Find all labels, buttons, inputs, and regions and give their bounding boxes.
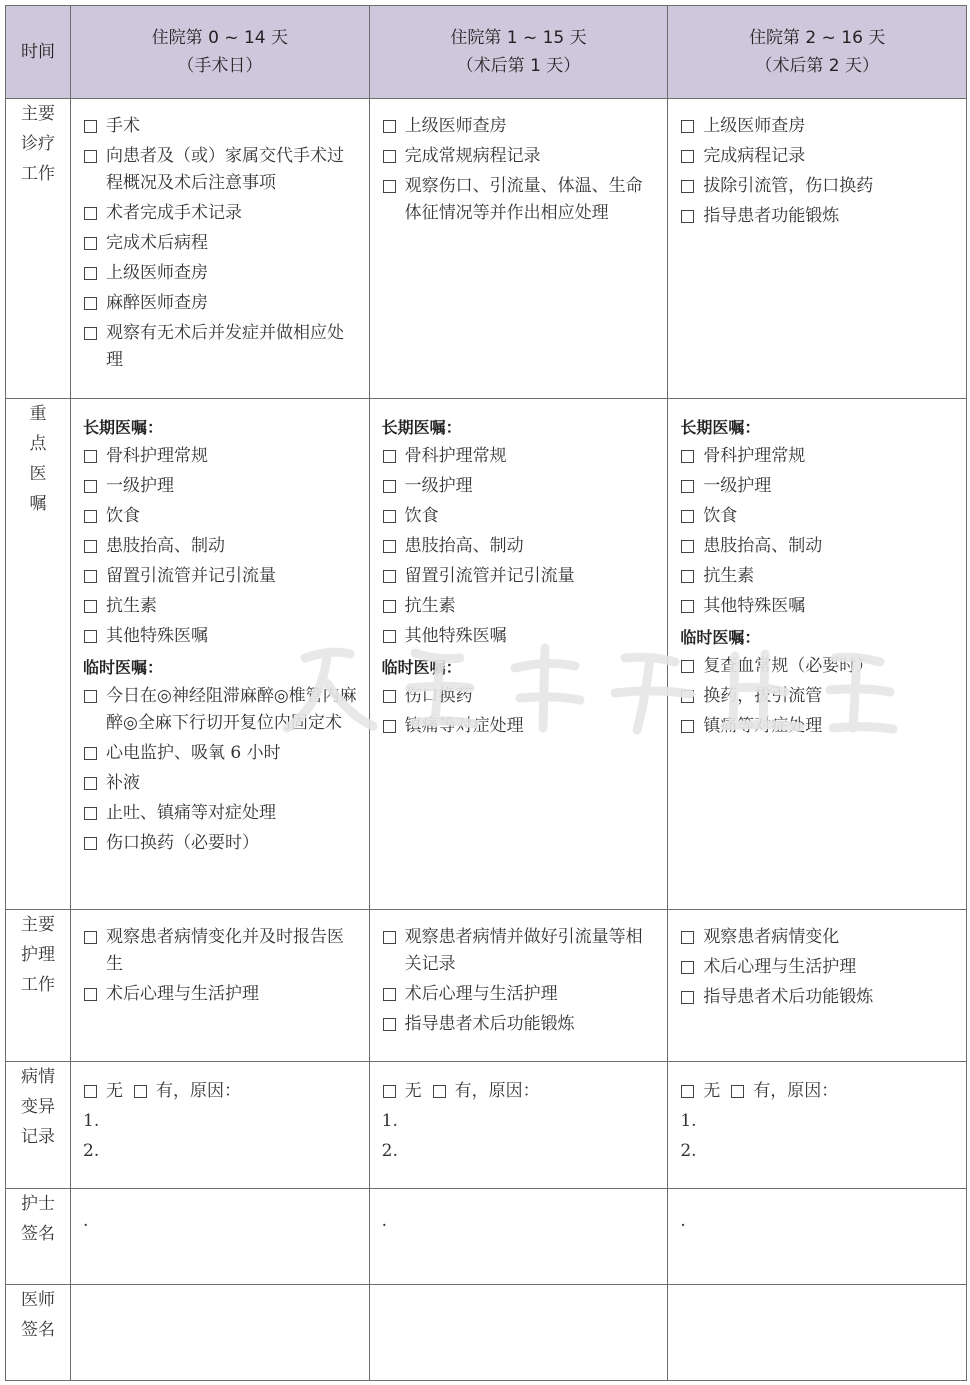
orders-row: [6, 399, 967, 910]
checkbox-icon: [681, 1085, 694, 1098]
checklist-item[interactable]: [83, 143, 357, 197]
checklist-item[interactable]: [83, 593, 357, 620]
checkbox-icon: [383, 600, 396, 613]
checkbox-icon: [681, 660, 694, 673]
checklist-item[interactable]: [83, 563, 357, 590]
checklist-item[interactable]: [680, 683, 954, 710]
checklist-item[interactable]: [382, 981, 656, 1008]
checkbox-icon: [681, 450, 694, 463]
variance-options: [83, 1076, 357, 1106]
checklist-item[interactable]: [83, 260, 357, 287]
checklist-item[interactable]: [680, 473, 954, 500]
day-header-1: [71, 6, 370, 99]
checkbox-icon: [681, 991, 694, 1004]
checklist-item-label: 拔除引流管，伤口换药: [703, 176, 874, 196]
checklist-item[interactable]: [83, 981, 357, 1008]
checkbox-icon: [681, 480, 694, 493]
day-header-1-note: （手术日）: [177, 56, 263, 76]
checkbox-icon: [681, 510, 694, 523]
checklist-item-label: 指导患者术后功能锻炼: [404, 1014, 575, 1034]
checklist-item[interactable]: [83, 443, 357, 470]
temporary-orders-heading: 临时医嘱：: [83, 658, 164, 677]
variance-none-checkbox[interactable]: 无: [83, 1076, 123, 1106]
clinical-pathway-table: [5, 5, 967, 1381]
checklist-item[interactable]: [382, 713, 656, 740]
doctor-sign-row: [6, 1285, 967, 1381]
orders-day-1: [71, 399, 370, 910]
day-header-1-range: 住院第 0 ~ 14 天: [151, 28, 288, 48]
checklist-item-label: 抗生素: [106, 596, 157, 616]
checklist-item-label: 留置引流管并记引流量: [404, 566, 575, 586]
checkbox-icon: [383, 180, 396, 193]
variance-has-checkbox[interactable]: 有，原因：: [730, 1076, 838, 1106]
checklist-item-label: 今日在◎神经阻滞麻醉◎椎管内麻醉◎全麻下行切开复位内固定术: [106, 686, 357, 733]
time-header: 时间: [6, 6, 71, 99]
checkbox-icon: [84, 327, 97, 340]
checkbox-icon: [84, 540, 97, 553]
doctor-sign-day-1[interactable]: [71, 1285, 370, 1381]
checklist-item[interactable]: [680, 503, 954, 530]
checklist-item[interactable]: [83, 230, 357, 257]
checklist-item[interactable]: [83, 320, 357, 374]
checklist-item-label: 留置引流管并记引流量: [106, 566, 276, 586]
checkbox-icon: [383, 570, 396, 583]
nursing-label: 主要 护理 工作: [6, 910, 71, 1062]
diagnosis-day-1: [71, 99, 370, 399]
checklist-item[interactable]: [382, 563, 656, 590]
nurse-sign-day-3[interactable]: .: [668, 1189, 967, 1285]
orders-day-3: [668, 399, 967, 910]
variance-options: [382, 1076, 656, 1106]
checklist-item[interactable]: [382, 473, 656, 500]
checklist-item-label: 完成病程记录: [703, 146, 806, 166]
diagnosis-day-3: [668, 99, 967, 399]
variance-reason-2[interactable]: 2.: [680, 1141, 697, 1161]
diagnosis-label: 主要 诊疗 工作: [6, 99, 71, 399]
checkbox-icon: [681, 600, 694, 613]
temporary-orders-heading: 临时医嘱：: [381, 658, 462, 677]
day-header-2-range: 住院第 1 ~ 15 天: [450, 28, 587, 48]
checkbox-icon: [84, 480, 97, 493]
checkbox-icon: [84, 837, 97, 850]
checklist-item[interactable]: [680, 593, 954, 620]
checkbox-icon: [433, 1085, 446, 1098]
diagnosis-day-2: [369, 99, 668, 399]
checklist-item[interactable]: [680, 113, 954, 140]
checklist-item[interactable]: [83, 800, 357, 827]
checkbox-icon: [84, 510, 97, 523]
checklist-item-label: 抗生素: [404, 596, 456, 616]
long-term-orders-heading: 长期医嘱：: [381, 418, 462, 437]
variance-has-checkbox[interactable]: 有，原因：: [133, 1076, 241, 1106]
doctor-sign-day-2[interactable]: [369, 1285, 668, 1381]
checkbox-icon: [84, 690, 97, 703]
checkbox-icon: [84, 570, 97, 583]
checkbox-icon: [383, 690, 396, 703]
checklist-item-label: 补液: [106, 773, 140, 793]
checklist-item[interactable]: [83, 924, 357, 978]
checklist-item-label: 其他特殊医嘱: [106, 626, 208, 646]
checkbox-icon: [134, 1085, 147, 1098]
variance-reason-1[interactable]: 1.: [83, 1111, 100, 1131]
variance-none-checkbox[interactable]: 无: [382, 1076, 422, 1106]
header-row: [6, 6, 967, 99]
checkbox-icon: [681, 120, 694, 133]
checklist-item-label: 上级医师查房: [106, 263, 208, 283]
checklist-item[interactable]: [83, 113, 357, 140]
checklist-item-label: 术者完成手术记录: [106, 203, 242, 223]
checklist-item[interactable]: [680, 443, 954, 470]
variance-reason-2[interactable]: 2.: [381, 1141, 398, 1161]
checklist-item[interactable]: [680, 713, 954, 740]
checklist-item[interactable]: [680, 173, 954, 200]
temporary-orders-heading: 临时医嘱：: [680, 628, 761, 647]
checklist-item[interactable]: [382, 623, 656, 650]
checklist-item-label: 观察患者病情变化: [703, 927, 840, 947]
checkbox-icon: [84, 1085, 97, 1098]
checklist-item[interactable]: [382, 503, 656, 530]
variance-has-checkbox[interactable]: 有，原因：: [432, 1076, 540, 1106]
checklist-item-label: 术后心理与生活护理: [404, 984, 558, 1004]
checklist-item[interactable]: [83, 290, 357, 317]
checkbox-icon: [681, 150, 694, 163]
variance-label: 病情 变异 记录: [6, 1062, 71, 1189]
checkbox-icon: [84, 630, 97, 643]
checklist-item-label: 观察患者病情并做好引流量等相关记录: [404, 927, 643, 974]
checkbox-icon: [681, 210, 694, 223]
checklist-item[interactable]: [680, 653, 954, 680]
checklist-item[interactable]: [680, 924, 954, 951]
nurse-sign-day-1[interactable]: .: [71, 1189, 370, 1285]
checklist-item-label: 其他特殊医嘱: [404, 626, 507, 646]
checklist-item-label: 骨科护理常规: [106, 446, 208, 466]
checklist-item-label: 上级医师查房: [703, 116, 806, 136]
checklist-item-label: 麻醉医师查房: [106, 293, 208, 313]
checklist-item[interactable]: [382, 173, 656, 227]
checkbox-icon: [84, 600, 97, 613]
day-header-3-note: （术后第 2 天）: [755, 56, 879, 76]
checklist-item[interactable]: [382, 924, 656, 978]
variance-reason-1[interactable]: 1.: [381, 1111, 398, 1131]
checklist-item-label: 骨科护理常规: [404, 446, 507, 466]
checkbox-icon: [383, 510, 396, 523]
long-term-orders-heading: 长期医嘱：: [83, 418, 164, 437]
checklist-item-label: 患肢抬高、制动: [404, 536, 524, 556]
checkbox-icon: [383, 1085, 396, 1098]
checkbox-icon: [84, 207, 97, 220]
checkbox-icon: [383, 120, 396, 133]
checklist-item-label: 上级医师查房: [404, 116, 507, 136]
checklist-item-label: 抗生素: [703, 566, 755, 586]
long-term-orders-heading: 长期医嘱：: [680, 418, 761, 437]
checklist-item-label: 饮食: [703, 506, 738, 526]
checklist-item-label: 向患者及（或）家属交代手术过程概况及术后注意事项: [106, 146, 344, 193]
checklist-item-label: 患肢抬高、制动: [703, 536, 823, 556]
checkbox-icon: [84, 297, 97, 310]
checklist-item[interactable]: [382, 683, 656, 710]
variance-reason-1[interactable]: 1.: [680, 1111, 697, 1131]
checklist-item[interactable]: [83, 533, 357, 560]
checklist-item[interactable]: [382, 1011, 656, 1038]
variance-options: [680, 1076, 954, 1106]
checkbox-icon: [383, 630, 396, 643]
orders-label: 重 点 医 嘱: [6, 399, 71, 910]
checklist-item[interactable]: [680, 563, 954, 590]
nurse-sign-label: 护士 签名: [6, 1189, 71, 1285]
checklist-item-label: 术后心理与生活护理: [703, 957, 857, 977]
checklist-item-label: 一级护理: [106, 476, 174, 496]
checkbox-icon: [681, 570, 694, 583]
checklist-item-label: 手术: [106, 116, 140, 136]
checklist-item[interactable]: [382, 593, 656, 620]
doctor-sign-day-3[interactable]: [668, 1285, 967, 1381]
checkbox-icon: [383, 450, 396, 463]
checkbox-icon: [383, 931, 396, 944]
checklist-item[interactable]: [382, 533, 656, 560]
checklist-item[interactable]: [83, 740, 357, 767]
checkbox-icon: [681, 931, 694, 944]
checklist-item-label: 一级护理: [404, 476, 473, 496]
checkbox-icon: [84, 450, 97, 463]
day-header-3-range: 住院第 2 ~ 16 天: [748, 28, 886, 48]
checklist-item-label: 观察伤口、引流量、体温、生命体征情况等并作出相应处理: [404, 176, 643, 223]
doctor-sign-label: 医师 签名: [6, 1285, 71, 1381]
checklist-item-label: 指导患者功能锻炼: [703, 206, 840, 226]
checklist-item[interactable]: [680, 533, 954, 560]
orders-day-2: [369, 399, 668, 910]
checkbox-icon: [383, 720, 396, 733]
variance-day-2: [369, 1062, 668, 1189]
checklist-item[interactable]: [680, 143, 954, 170]
checklist-item-label: 术后心理与生活护理: [106, 984, 259, 1004]
checkbox-icon: [84, 777, 97, 790]
checkbox-icon: [84, 267, 97, 280]
day-header-2: [369, 6, 668, 99]
checklist-item-label: 骨科护理常规: [703, 446, 806, 466]
checklist-item-label: 其他特殊医嘱: [703, 596, 806, 616]
checkbox-icon: [84, 747, 97, 760]
checklist-item-label: 观察患者病情变化并及时报告医生: [106, 927, 344, 974]
checkbox-icon: [681, 720, 694, 733]
checkbox-icon: [681, 690, 694, 703]
checklist-item[interactable]: [680, 954, 954, 981]
checklist-item-label: 止吐、镇痛等对症处理: [106, 803, 276, 823]
variance-reason-2[interactable]: 2.: [83, 1141, 100, 1161]
checklist-item[interactable]: [83, 830, 357, 857]
checklist-item-label: 完成常规病程记录: [404, 146, 541, 166]
checkbox-icon: [383, 988, 396, 1001]
checklist-item[interactable]: [382, 443, 656, 470]
checklist-item-label: 完成术后病程: [106, 233, 208, 253]
checkbox-icon: [84, 931, 97, 944]
nursing-row: [6, 910, 967, 1062]
checklist-item-label: 镇痛等对症处理: [404, 716, 524, 736]
checklist-item-label: 镇痛等对症处理: [703, 716, 823, 736]
checklist-item[interactable]: [83, 200, 357, 227]
checklist-item-label: 复查血常规（必要时）: [703, 656, 874, 676]
checklist-item[interactable]: [382, 113, 656, 140]
checklist-item-label: 换药，拔引流管: [703, 686, 823, 706]
checklist-item[interactable]: [83, 503, 357, 530]
checklist-item-label: 伤口换药（必要时）: [106, 833, 259, 853]
checkbox-icon: [681, 180, 694, 193]
checkbox-icon: [383, 1018, 396, 1031]
checkbox-icon: [731, 1085, 744, 1098]
nurse-sign-row: [6, 1189, 967, 1285]
checklist-item-label: 一级护理: [703, 476, 772, 496]
day-header-3: [668, 6, 967, 99]
variance-none-checkbox[interactable]: 无: [680, 1076, 720, 1106]
checklist-item[interactable]: [83, 473, 357, 500]
variance-row: [6, 1062, 967, 1189]
variance-day-3: [668, 1062, 967, 1189]
checkbox-icon: [84, 237, 97, 250]
checkbox-icon: [681, 540, 694, 553]
checklist-item-label: 患肢抬高、制动: [106, 536, 225, 556]
checklist-item-label: 观察有无术后并发症并做相应处理: [106, 323, 344, 370]
nursing-day-2: [369, 910, 668, 1062]
day-header-2-note: （术后第 1 天）: [456, 56, 581, 76]
checkbox-icon: [681, 961, 694, 974]
checklist-item-label: 饮食: [404, 506, 439, 526]
checklist-item-label: 心电监护、吸氧 6 小时: [106, 743, 281, 763]
checklist-item-label: 指导患者术后功能锻炼: [703, 987, 874, 1007]
checklist-item[interactable]: [382, 143, 656, 170]
checklist-item[interactable]: [83, 770, 357, 797]
checklist-item[interactable]: [680, 984, 954, 1011]
checklist-item[interactable]: [680, 203, 954, 230]
checkbox-icon: [383, 540, 396, 553]
variance-day-1: [71, 1062, 370, 1189]
checklist-item[interactable]: [83, 683, 357, 737]
nursing-day-1: [71, 910, 370, 1062]
checkbox-icon: [383, 150, 396, 163]
checklist-item[interactable]: [83, 623, 357, 650]
checkbox-icon: [84, 150, 97, 163]
checklist-item-label: 饮食: [106, 506, 140, 526]
checkbox-icon: [84, 807, 97, 820]
checklist-item-label: 伤口换药: [404, 686, 473, 706]
checkbox-icon: [383, 480, 396, 493]
diagnosis-row: [6, 99, 967, 399]
nurse-sign-day-2[interactable]: .: [369, 1189, 668, 1285]
checkbox-icon: [84, 120, 97, 133]
nursing-day-3: [668, 910, 967, 1062]
checkbox-icon: [84, 988, 97, 1001]
